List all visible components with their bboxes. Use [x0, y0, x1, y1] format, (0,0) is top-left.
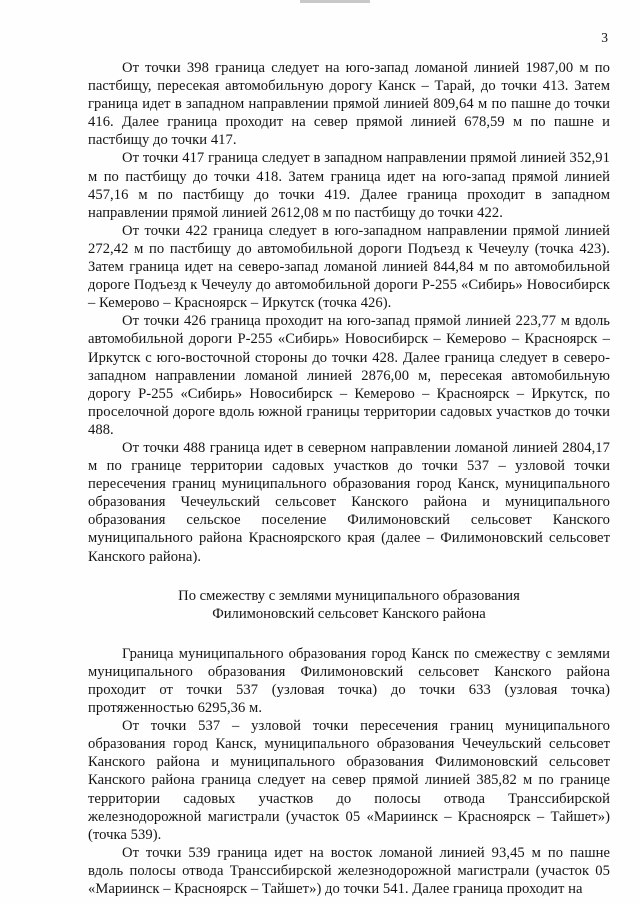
section-heading-line: Филимоновский сельсовет Канского района	[212, 605, 486, 622]
paragraph: От точки 398 граница следует на юго-запад ломаной линией 1987,00 м по пастбищу, пересекая автомобильную дорогу Канск – Тарай, до точки 413. Затем граница идет в западном направлении прямой линией 809,64 м по пашне до точки 416. Далее граница проходит на север прямой линией 678,59 м по пашне и пастбищу до точки 417.	[88, 60, 610, 149]
paragraph: От точки 426 граница проходит на юго-запад прямой линией 223,77 м вдоль автомобильной дороги Р-255 «Сибирь» Новосибирск – Кемерово – Красноярск – Иркутск с юго-восточной стороны до точки 428. Далее граница следует в северо-западном направлении ломаной линией 2876,00 м, пересекая автомобильную дорогу Р-255 «Сибирь» Новосибирск – Кемерово – Красноярск – Иркутск, по проселочной дороге вдоль южной границы территории садовых участков до точки 488.	[88, 313, 610, 438]
scan-artifact	[300, 0, 370, 3]
page-number: 3	[601, 30, 608, 45]
paragraph: От точки 537 – узловой точки пересечения границ муниципального образования город Канск, муниципального образования Чечеульский сельсовет Канского района и муниципального образования Филимоновский сельсовет Канского района граница следует на север прямой линией 385,82 м по границе территории садовых участков до полосы отвода Транссибирской железнодорожной магистрали (участок 05 «Мариинск – Красноярск – Тайшет») (точка 539).	[88, 718, 610, 843]
paragraph: От точки 422 граница следует в юго-западном направлении прямой линией 272,42 м по пастбищу до автомобильной дороги Подъезд к Чечеулу (точка 423). Затем граница идет на северо-запад ломаной линией 844,84 м по автомобильной дороге Подъезд к Чечеулу до автомобильной дороги Р-255 «Сибирь» Новосибирск – Кемерово – Красноярск – Иркутск (точка 426).	[88, 222, 610, 312]
paragraph: От точки 488 граница идет в северном направлении ломаной линией 2804,17 м по границе территории садовых участков до точки 537 – узловой точки пересечения границ муниципального образования город Канск, муниципального образования Чечеульский сельсовет Канского района и муниципального образования сельское поселение Филимоновский сельсовет Канского муниципального района Красноярского края (далее – Филимоновский сельсовет Канского района).	[88, 439, 610, 565]
paragraph: От точки 539 граница идет на восток ломаной линией 93,45 м по пашне вдоль полосы отвода Транссибирской железнодорожной магистрали (участок 05 «Мариинск – Красноярск – Тайшет») до точки 541. Далее граница проходит на	[88, 844, 610, 898]
paragraph: Граница муниципального образования город Канск по смежеству с землями муниципального образования Филимоновский сельсовет Канского района проходит от точки 537 (узловая точка) до точки 633 (узловая точка) протяженностью 6295,36 м.	[88, 645, 610, 717]
section-heading-line: По смежеству с землями муниципального образования	[178, 587, 520, 604]
document-body	[88, 59, 610, 898]
paragraph: От точки 417 граница следует в западном направлении прямой линией 352,91 м по пастбищу до точки 418. Затем граница идет на юго-запад прямой линией 457,16 м по пастбищу до точки 419. Далее граница проходит в западном направлении прямой линией 2612,08 м по пастбищу до точки 422.	[88, 150, 610, 221]
section-heading	[88, 587, 610, 623]
